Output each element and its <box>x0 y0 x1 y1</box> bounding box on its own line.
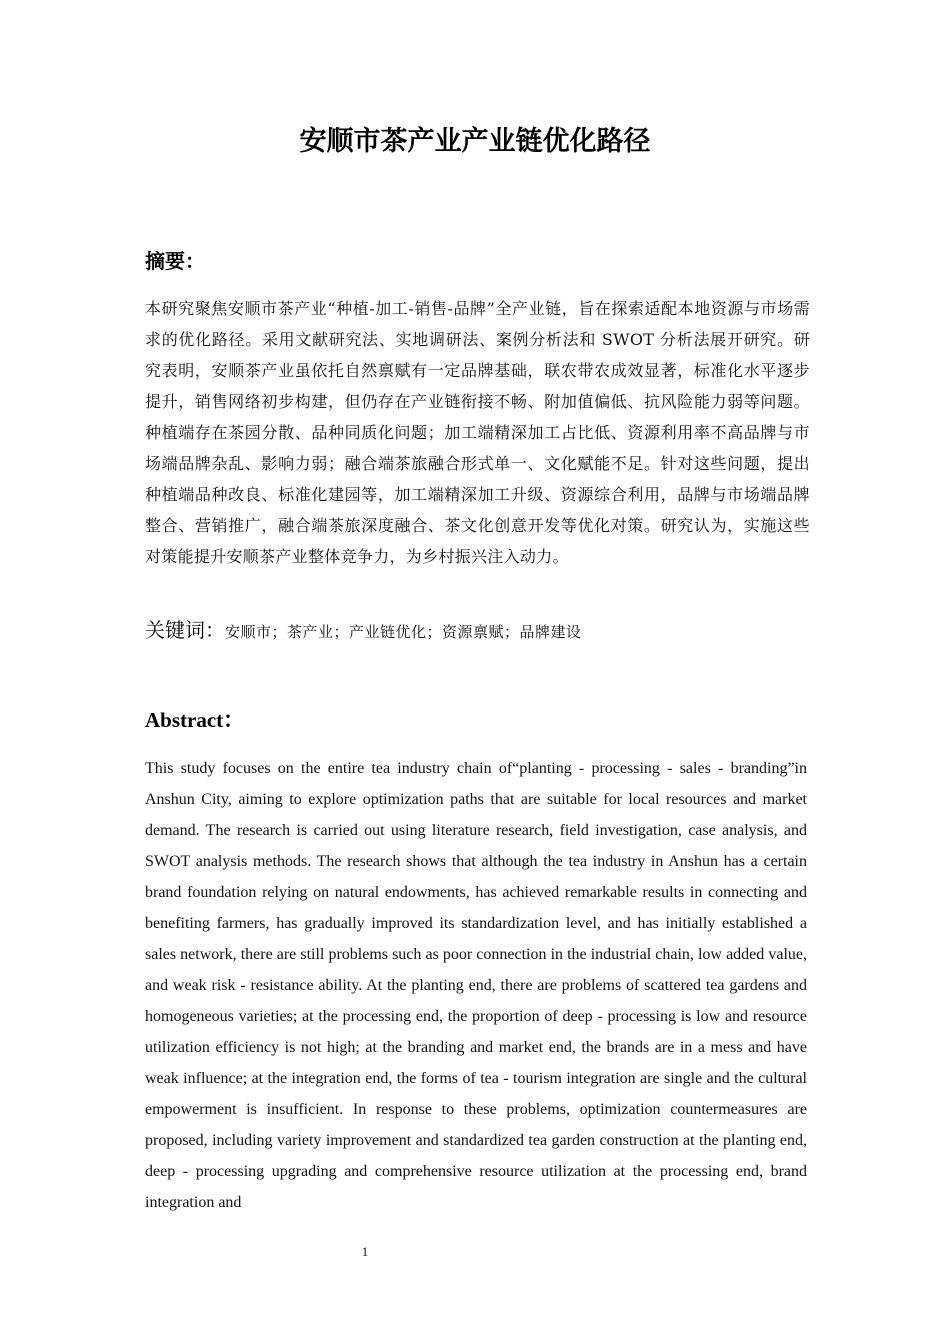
abstract-en-body: This study focuses on the entire tea industry chain of“planting - processing - sales - branding”in Anshun City, aiming to explore optimization paths that are suitable for local resources and market demand. The research is carried out using literature research, field investigation, case analysis, and SWOT analysis methods. The research shows that although the tea industry in Anshun has a certain brand foundation relying on natural endowments, has achieved remarkable results in connecting and benefiting farmers, has gradually improved its standardization level, and has initially established a sales network, there are still problems such as poor connection in the industrial chain, low added value, and weak risk - resistance ability. At the planting end, there are problems of scattered tea gardens and homogeneous varieties; at the processing end, the proportion of deep - processing is low and resource utilization efficiency is not high; at the branding and market end, the brands are in a mess and have weak influence; at the integration end, the forms of tea - tourism integration are single and the cultural empowerment is insufficient. In response to these problems, optimization countermeasures are proposed, including variety improvement and standardized tea garden construction at the planting end, deep - processing upgrading and comprehensive resource utilization at the processing end, brand integration and <box>145 760 807 1211</box>
abstract-cn-heading: 摘要： <box>145 249 205 273</box>
keywords-text: 安顺市；茶产业；产业链优化；资源禀赋；品牌建设 <box>225 623 582 641</box>
keywords-label: 关键词： <box>145 618 225 642</box>
page-number: 1 <box>361 1244 369 1259</box>
page-title: 安顺市茶产业产业链优化路径 <box>299 126 651 157</box>
abstract-cn-body: 本研究聚焦安顺市茶产业“种植-加工-销售-品牌”全产业链，旨在探索适配本地资源与市场需求的优化路径。采用文献研究法、实地调研法、案例分析法和 SWOT 分析法展开研究。研究表明，安顺茶产业虽依托自然禀赋有一定品牌基础，联农带农成效显著，标准化水平逐步提升，销售网络初步构建，但仍存在产业链衔接不畅、附加值偏低、抗风险能力弱等问题。种植端存在茶园分散、品种同质化问题；加工端精深加工占比低、资源利用率不高品牌与市场端品牌杂乱、影响力弱；融合端茶旅融合形式单一、文化赋能不足。针对这些问题，提出种植端品种改良、标准化建园等，加工端精深加工升级、资源综合利用，品牌与市场端品牌整合、营销推广，融合端茶旅深度融合、茶文化创意开发等优化对策。研究认为，实施这些对策能提升安顺茶产业整体竞争力，为乡村振兴注入动力。 <box>145 299 810 566</box>
keywords-line <box>145 614 810 648</box>
abstract-en-heading: Abstract： <box>145 708 245 732</box>
